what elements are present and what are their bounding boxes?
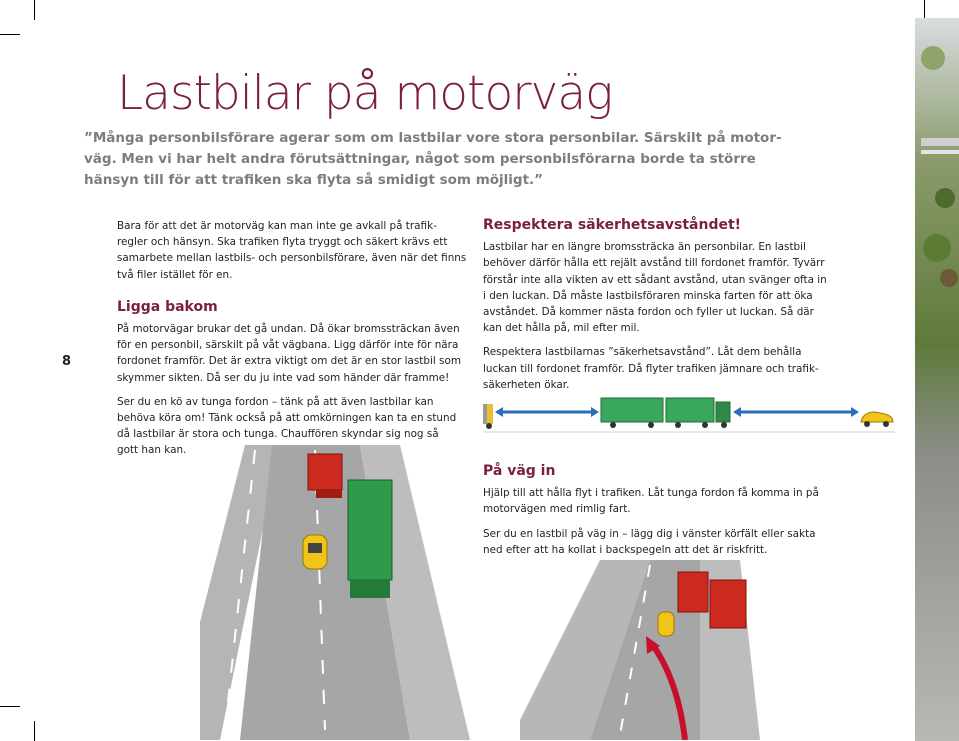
text-line: kan det hålla på, mil efter mil. xyxy=(483,322,640,335)
text-line: säkerheten ökar. xyxy=(483,378,570,391)
text-line: Lastbilar har en längre bromssträcka än personbilar. En lastbil xyxy=(483,241,806,254)
intro-line: ”Många personbilsförare agerar som om lastbilar vore stora personbilar. Särskilt på motor- xyxy=(84,130,782,146)
truck-icon xyxy=(483,404,493,429)
car-icon xyxy=(861,412,893,427)
text-line: Ser du en lastbil på väg in – lägg dig i vänster körfält eller sakta xyxy=(483,527,816,540)
text-line: då lastbilar är stora och tunga. Chauffören skyndar sig nog så xyxy=(117,428,439,441)
text-line: förstår inte alla vikten av ett sådant avstånd, utan svänger ofta in xyxy=(483,273,827,286)
text-line: luckan till fordonet framför. Då flyter trafiken jämnare och trafik- xyxy=(483,362,819,375)
crop-mark xyxy=(0,34,20,35)
text-line: fordonet framför. Det är extra viktigt om det är en stor lastbil som xyxy=(117,355,461,368)
truck-icon xyxy=(348,480,392,598)
highway-following-illustration xyxy=(200,440,470,740)
section-heading-ligga-bakom: Ligga bakom xyxy=(117,298,218,315)
left-intro-paragraph xyxy=(117,218,467,283)
left-paragraph-1 xyxy=(117,321,462,386)
distance-arrow-icon xyxy=(733,407,859,417)
car-icon xyxy=(303,535,327,569)
text-line: avståndet. Då kommer nästa fordon och fyller ut luckan. Så där xyxy=(483,306,814,319)
intro-line: hänsyn till för att trafiken ska flyta så smidigt som möjligt.” xyxy=(84,172,544,188)
text-line: Ser du en kö av tunga fordon – tänk på att även lastbilar kan xyxy=(117,395,434,408)
roadside-photo xyxy=(915,18,959,741)
text-line: gott han kan. xyxy=(117,444,187,457)
text-line: Hjälp till att hålla flyt i trafiken. Låt tunga fordon få komma in på xyxy=(483,487,819,500)
text-line: regler och hänsyn. Ska trafiken flyta tryggt och säkert krävs ett xyxy=(117,236,448,249)
text-line: skymmer sikten. Då ser du ju inte vad som händer där framme! xyxy=(117,371,450,384)
text-line: På motorvägar brukar det gå undan. Då ökar bromssträckan även xyxy=(117,323,460,336)
crop-mark xyxy=(924,0,925,20)
left-column xyxy=(117,218,467,459)
text-line: ned efter att ha kollat i backspegeln att det är riskfritt. xyxy=(483,543,768,556)
page-number: 8 xyxy=(62,354,72,369)
distance-illustration xyxy=(483,392,895,436)
right-column xyxy=(483,217,827,393)
car-icon xyxy=(658,612,674,636)
crop-mark xyxy=(0,706,20,707)
text-line: Respektera lastbilarnas ”säkerhetsavstånd”. Låt dem behålla xyxy=(483,346,802,359)
text-line: behöva köra om! Tänk också på att omkörningen kan ta en stund xyxy=(117,412,457,425)
text-line: motorvägen med rimlig fart. xyxy=(483,503,631,516)
crop-mark xyxy=(34,721,35,741)
crop-mark xyxy=(34,0,35,20)
intro-line: väg. Men vi har helt andra förutsättningar, något som personbilsförarna borde ta större xyxy=(84,151,756,167)
right-paragraph-2 xyxy=(483,344,823,393)
text-line: samarbete mellan lastbils- och personbilsförare, även när det finns xyxy=(117,252,467,265)
right-paragraph-1 xyxy=(483,239,827,336)
text-line: i den luckan. Då måste lastbilsföraren minska farten för att öka xyxy=(483,289,813,302)
text-line: Bara för att det är motorväg kan man inte ge avkall på trafik- xyxy=(117,220,437,232)
truck-icon xyxy=(601,398,730,428)
section-heading-pa-vag-in: På väg in xyxy=(483,463,556,479)
text-line: två filer istället för en. xyxy=(117,268,233,281)
text-line: behöver därför hålla ett rejält avstånd till fordonet framför. Tyvärr xyxy=(483,257,825,270)
merge-paragraph-2 xyxy=(483,526,828,558)
section-heading-sakerhetsavstand: Respektera säkerhetsavståndet! xyxy=(483,217,742,233)
distance-arrow-icon xyxy=(495,407,599,417)
text-line: för en personbil, särskilt på våt vägbana. Ligg därför inte för nära xyxy=(117,339,459,352)
page-title: Lastbilar på motorväg xyxy=(117,66,613,121)
merge-illustration xyxy=(520,560,760,740)
merge-section xyxy=(483,463,828,558)
merge-paragraph-1 xyxy=(483,485,828,517)
intro-quote xyxy=(84,128,804,191)
